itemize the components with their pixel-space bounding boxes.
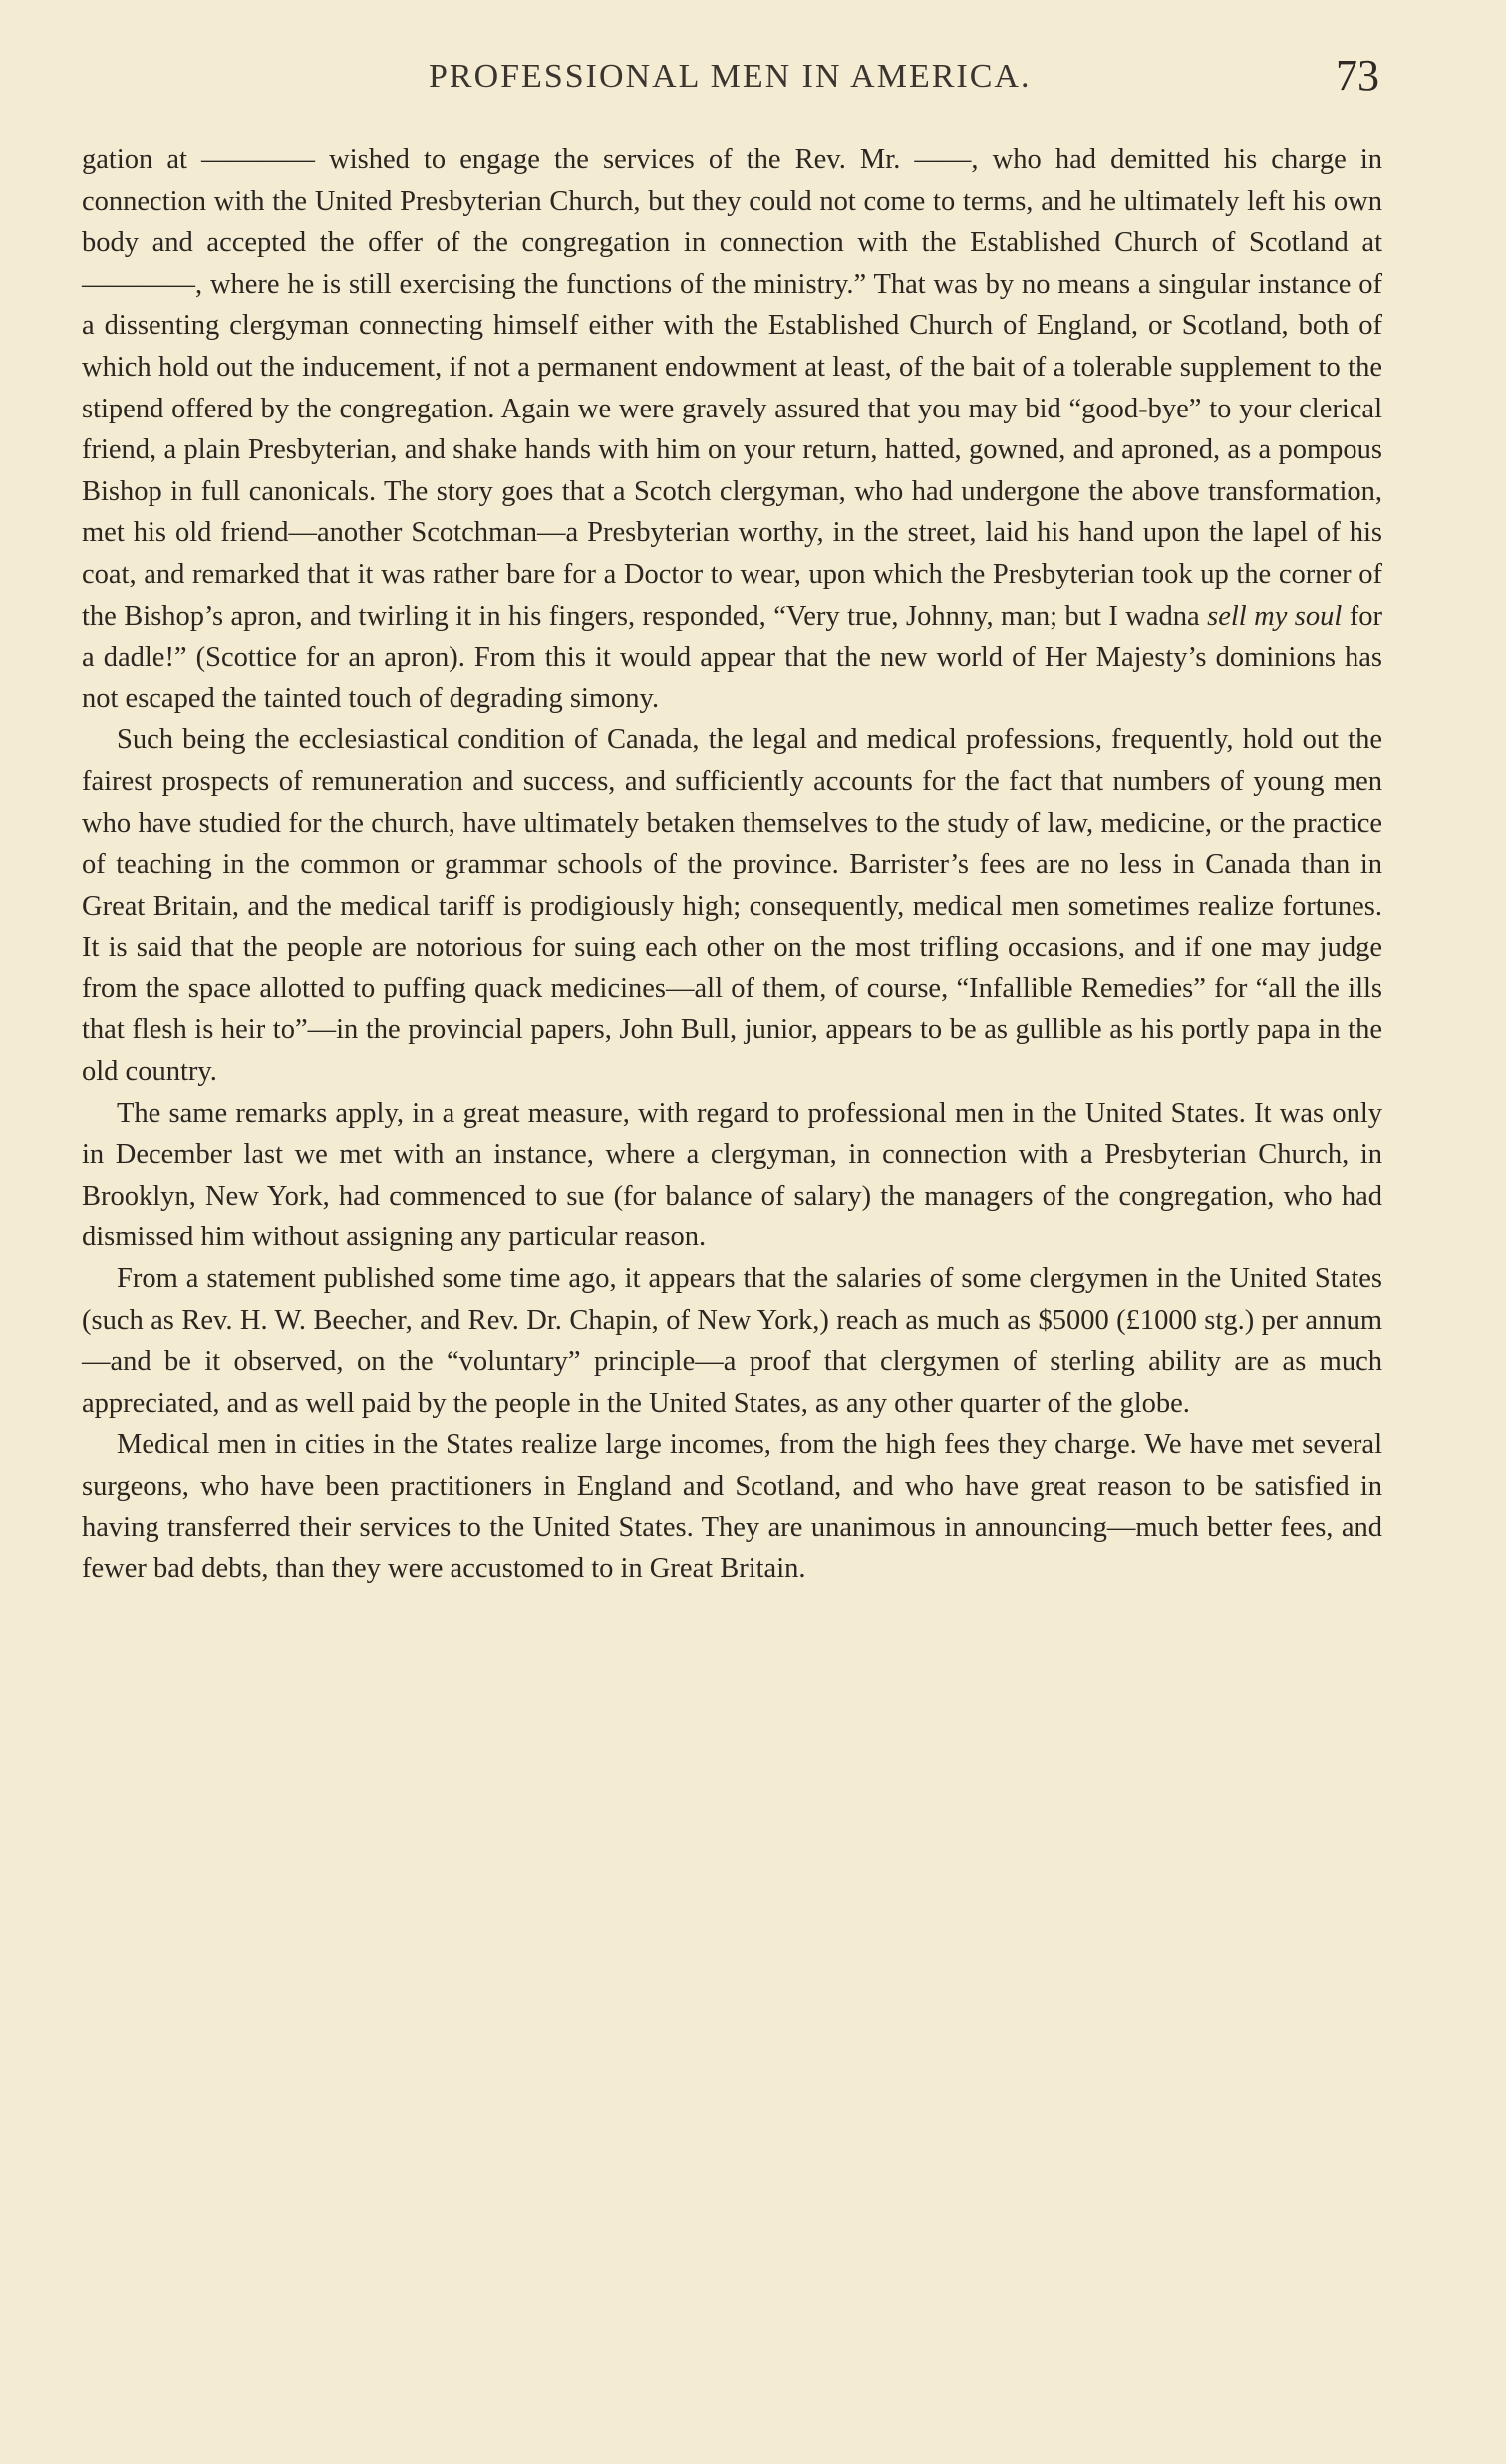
body-text	[82, 139, 1382, 1590]
running-head: PROFESSIONAL MEN IN AMERICA.	[429, 58, 1032, 95]
paragraph-1	[82, 139, 1382, 719]
paragraph-1-text-a: gation at ———— wished to engage the services of the Rev. Mr. ——, who had demitted his charge in connection with the United Presbyterian Church, but they could not come to terms, and he ultimately left his own body and accepted the offer of the congregation in connection with the Established Church of Scotland at ————, where he is still exercising the functions of the ministry.” That was by no means a singular instance of a dissenting clergyman connecting himself either with the Established Church of England, or Scotland, both of which hold out the inducement, if not a permanent endowment at least, of the bait of a tolerable supplement to the stipend offered by the congregation. Again we were gravely assured that you may bid “good-bye” to your clerical friend, a plain Presbyterian, and shake hands with him on your return, hatted, gowned, and aproned, as a pompous Bishop in full canonicals. The story goes that a Scotch clergyman, who had undergone the above transformation, met his old friend—another Scotchman—a Presbyterian worthy, in the street, laid his hand upon the lapel of his coat, and remarked that it was rather bare for a Doctor to wear, upon which the Presbyterian took up the corner of the Bishop’s apron, and twirling it in his fingers, responded, “Very true, Johnny, man; but I wadna	[82, 144, 1382, 632]
paragraph-4: From a statement published some time ago, it appears that the salaries of some clergymen in the United States (such as Rev. H. W. Beecher, and Rev. Dr. Chapin, of New York,) reach as much as $5000 (£1000 stg.) per annum—and be it observed, on the “voluntary” principle—a proof that clergymen of sterling ability are as much appreciated, and as well paid by the people in the United States, as any other quarter of the globe.	[82, 1263, 1382, 1419]
page-number: 73	[1336, 51, 1379, 100]
paragraph-5: Medical men in cities in the States realize large incomes, from the high fees they charge. We have met several surgeons, who have been practitioners in England and Scotland, and who have great reason to be satisfied in having transferred their services to the United States. They are unanimous in announcing—much better fees, and fewer bad debts, than they were accustomed to in Great Britain.	[82, 1429, 1382, 1585]
paragraph-1-italic: sell my soul	[1207, 600, 1343, 632]
paragraph-3: The same remarks apply, in a great measure, with regard to professional men in the United States. It was only in December last we met with an instance, where a clergyman, in connection with a Presbyterian Church, in Brooklyn, New York, had commenced to sue (for balance of salary) the managers of the congregation, who had dismissed him without assigning any particular reason.	[82, 1097, 1382, 1253]
paragraph-2: Such being the ecclesiastical condition of Canada, the legal and medical professions, frequently, hold out the fairest prospects of remuneration and success, and sufficiently accounts for the fact that numbers of young men who have studied for the church, have ultimately betaken themselves to the study of law, medicine, or the practice of teaching in the common or grammar schools of the province. Barrister’s fees are no less in Canada than in Great Britain, and the medical tariff is prodigiously high; consequently, medical men sometimes realize fortunes. It is said that the people are notorious for suing each other on the most trifling occasions, and if one may judge from the space allotted to puffing quack medicines—all of them, of course, “Infallible Remedies” for “all the ills that flesh is heir to”—in the provincial papers, John Bull, junior, appears to be as gullible as his portly papa in the old country.	[82, 724, 1382, 1088]
paragraph-1-text-b: for a dadle!” (Scottice for an apron). From this it would appear that the new world of Her Majesty’s dominions has not escaped the tainted touch of degrading simony.	[82, 600, 1382, 714]
